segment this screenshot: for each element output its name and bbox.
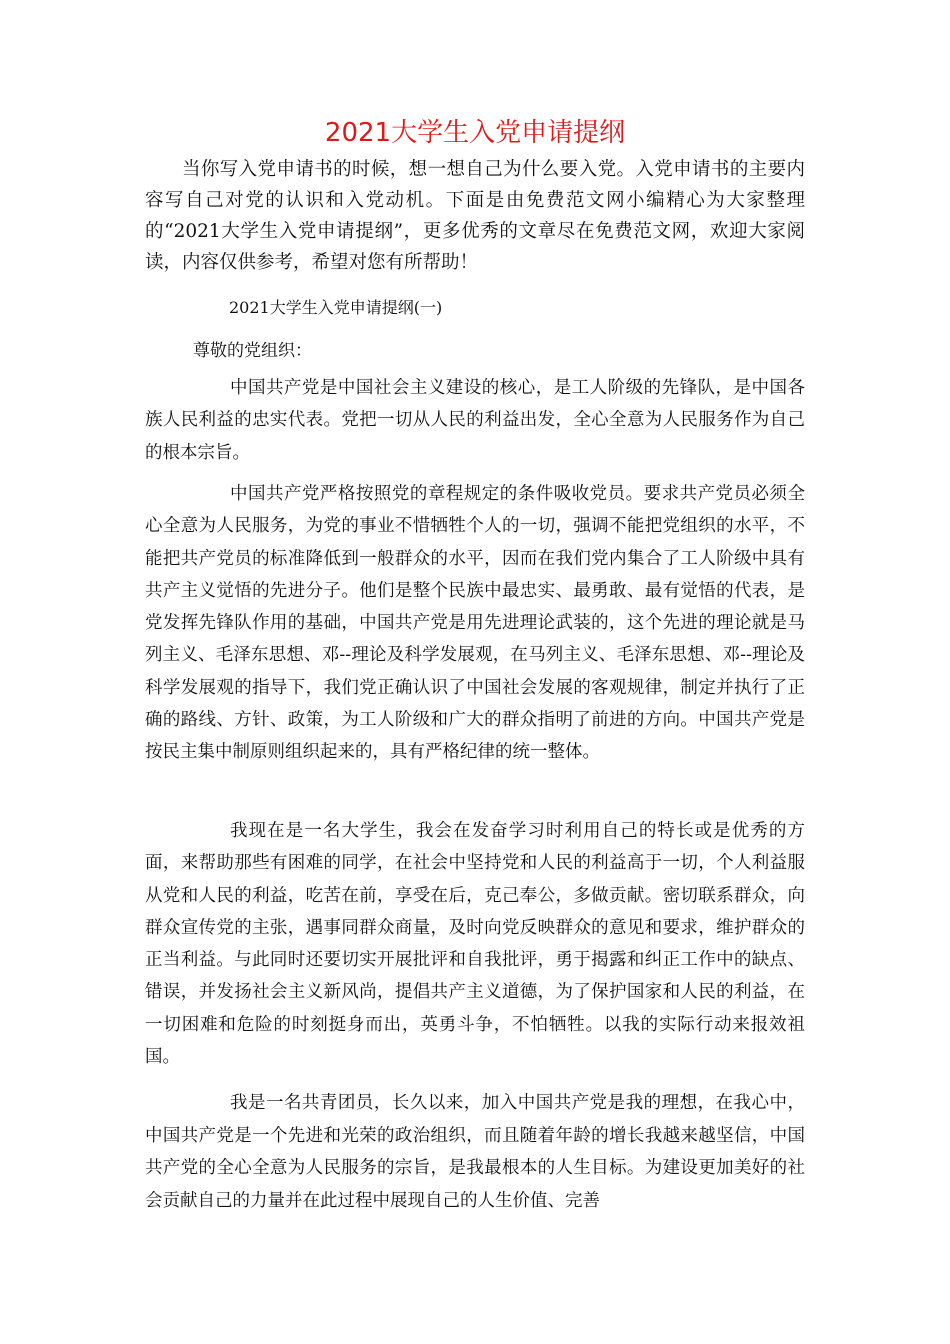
- body-paragraph: 中国共产党是中国社会主义建设的核心，是工人阶级的先锋队，是中国各族人民利益的忠实代表。党把一切从人民的利益出发，全心全意为人民服务作为自己的根本宗旨。: [145, 378, 805, 463]
- body-paragraph: 我是一名共青团员，长久以来，加入中国共产党是我的理想，在我心中，中国共产党是一个先进和光荣的政治组织，而且随着年龄的增长我越来越坚信，中国共产党的全心全意为人民服务的宗旨，是我最根本的人生目标。为建设更加美好的社会贡献自己的力量并在此过程中展现自己的人生价值、完善: [145, 1093, 805, 1211]
- section-subtitle: 2021大学生入党申请提纲(一): [229, 298, 443, 317]
- salutation: 尊敬的党组织：: [193, 341, 312, 361]
- intro-paragraph: 当你写入党申请书的时候，想一想自己为什么要入党。入党申请书的主要内容写自己对党的认识和入党动机。下面是由免费范文网小编精心为大家整理的“2021大学生入党申请提纲”，更多优秀的文章尽在免费范文网，欢迎大家阅读，内容仅供参考，希望对您有所帮助！: [145, 159, 805, 273]
- body-paragraph: 我现在是一名大学生，我会在发奋学习时利用自己的特长或是优秀的方面，来帮助那些有困难的同学，在社会中坚持党和人民的利益高于一切，个人利益服从党和人民的利益，吃苦在前，享受在后，克己奉公，多做贡献。密切联系群众，向群众宣传党的主张，遇事同群众商量，及时向党反映群众的意见和要求，维护群众的正当利益。与此同时还要切实开展批评和自我批评，勇于揭露和纠正工作中的缺点、错误，并发扬社会主义新风尚，提倡共产主义道德，为了保护国家和人民的利益，在一切困难和危险的时刻挺身而出，英勇斗争，不怕牺牲。以我的实际行动来报效祖国。: [145, 821, 805, 1068]
- body-paragraph: 中国共产党严格按照党的章程规定的条件吸收党员。要求共产党员必须全心全意为人民服务，为党的事业不惜牺牲个人的一切，强调不能把党组织的水平，不能把共产党员的标准降低到一般群众的水平，因而在我们党内集合了工人阶级中具有共产主义觉悟的先进分子。他们是整个民族中最忠实、最勇敢、最有觉悟的代表，是党发挥先锋队作用的基础，中国共产党是用先进理论武装的，这个先进的理论就是马列主义、毛泽东思想、邓--理论及科学发展观，在马列主义、毛泽东思想、邓--理论及科学发展观的指导下，我们党正确认识了中国社会发展的客观规律，制定并执行了正确的路线、方针、政策，为工人阶级和广大的群众指明了前进的方向。中国共产党是按民主集中制原则组织起来的，具有严格纪律的统一整体。: [145, 484, 805, 763]
- document-title: 2021大学生入党申请提纲: [324, 118, 626, 148]
